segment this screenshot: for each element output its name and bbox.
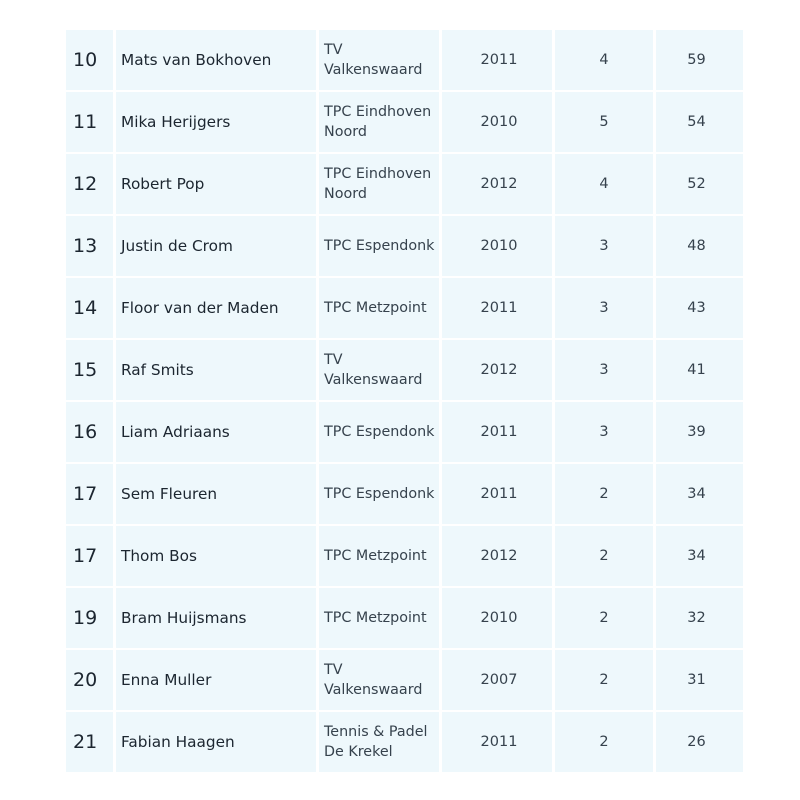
tournaments-cell: 2 xyxy=(555,650,653,710)
rank-cell: 11 xyxy=(66,92,113,152)
rank-cell: 17 xyxy=(66,526,113,586)
table-row xyxy=(66,588,743,648)
points-cell: 52 xyxy=(656,154,743,214)
player-name-cell: Mika Herijgers xyxy=(116,92,316,152)
rank-cell: 10 xyxy=(66,30,113,90)
club-cell: TPC Espendonk xyxy=(319,216,439,276)
tournaments-cell: 3 xyxy=(555,340,653,400)
birth-year-cell: 2011 xyxy=(442,464,552,524)
club-cell: TPC Eindhoven Noord xyxy=(319,92,439,152)
rank-cell: 21 xyxy=(66,712,113,772)
table-row xyxy=(66,340,743,400)
tournaments-cell: 2 xyxy=(555,588,653,648)
tournaments-cell: 2 xyxy=(555,526,653,586)
rank-cell: 19 xyxy=(66,588,113,648)
birth-year-cell: 2010 xyxy=(442,216,552,276)
points-cell: 26 xyxy=(656,712,743,772)
points-cell: 41 xyxy=(656,340,743,400)
tournaments-cell: 2 xyxy=(555,464,653,524)
club-cell: TPC Espendonk xyxy=(319,464,439,524)
tournaments-cell: 4 xyxy=(555,30,653,90)
player-name-cell: Floor van der Maden xyxy=(116,278,316,338)
player-name-cell: Bram Huijsmans xyxy=(116,588,316,648)
player-name-cell: Fabian Haagen xyxy=(116,712,316,772)
birth-year-cell: 2007 xyxy=(442,650,552,710)
tournaments-cell: 4 xyxy=(555,154,653,214)
table-row xyxy=(66,526,743,586)
points-cell: 39 xyxy=(656,402,743,462)
tournaments-cell: 3 xyxy=(555,216,653,276)
rank-cell: 14 xyxy=(66,278,113,338)
birth-year-cell: 2010 xyxy=(442,92,552,152)
table-row xyxy=(66,402,743,462)
club-cell: TV Valkenswaard xyxy=(319,340,439,400)
player-name-cell: Enna Muller xyxy=(116,650,316,710)
rank-cell: 20 xyxy=(66,650,113,710)
club-cell: TV Valkenswaard xyxy=(319,650,439,710)
birth-year-cell: 2011 xyxy=(442,402,552,462)
rank-cell: 12 xyxy=(66,154,113,214)
club-cell: TPC Metzpoint xyxy=(319,588,439,648)
points-cell: 34 xyxy=(656,464,743,524)
points-cell: 31 xyxy=(656,650,743,710)
table-row xyxy=(66,216,743,276)
birth-year-cell: 2012 xyxy=(442,340,552,400)
table-row xyxy=(66,650,743,710)
player-name-cell: Sem Fleuren xyxy=(116,464,316,524)
table-row xyxy=(66,712,743,772)
club-cell: Tennis & Padel De Krekel xyxy=(319,712,439,772)
points-cell: 34 xyxy=(656,526,743,586)
club-cell: TPC Eindhoven Noord xyxy=(319,154,439,214)
table-row xyxy=(66,154,743,214)
club-cell: TPC Metzpoint xyxy=(319,278,439,338)
points-cell: 59 xyxy=(656,30,743,90)
birth-year-cell: 2011 xyxy=(442,712,552,772)
table-row xyxy=(66,278,743,338)
club-cell: TPC Espendonk xyxy=(319,402,439,462)
player-name-cell: Raf Smits xyxy=(116,340,316,400)
player-name-cell: Robert Pop xyxy=(116,154,316,214)
player-name-cell: Justin de Crom xyxy=(116,216,316,276)
tournaments-cell: 3 xyxy=(555,402,653,462)
birth-year-cell: 2011 xyxy=(442,278,552,338)
points-cell: 43 xyxy=(656,278,743,338)
tournaments-cell: 3 xyxy=(555,278,653,338)
player-name-cell: Liam Adriaans xyxy=(116,402,316,462)
rank-cell: 17 xyxy=(66,464,113,524)
player-name-cell: Mats van Bokhoven xyxy=(116,30,316,90)
birth-year-cell: 2010 xyxy=(442,588,552,648)
points-cell: 48 xyxy=(656,216,743,276)
table-row xyxy=(66,464,743,524)
table-row xyxy=(66,92,743,152)
birth-year-cell: 2012 xyxy=(442,154,552,214)
club-cell: TPC Metzpoint xyxy=(319,526,439,586)
birth-year-cell: 2011 xyxy=(442,30,552,90)
ranking-table xyxy=(66,30,734,772)
points-cell: 32 xyxy=(656,588,743,648)
rank-cell: 13 xyxy=(66,216,113,276)
tournaments-cell: 5 xyxy=(555,92,653,152)
table-row xyxy=(66,30,743,90)
club-cell: TV Valkenswaard xyxy=(319,30,439,90)
points-cell: 54 xyxy=(656,92,743,152)
rank-cell: 15 xyxy=(66,340,113,400)
player-name-cell: Thom Bos xyxy=(116,526,316,586)
rank-cell: 16 xyxy=(66,402,113,462)
birth-year-cell: 2012 xyxy=(442,526,552,586)
tournaments-cell: 2 xyxy=(555,712,653,772)
